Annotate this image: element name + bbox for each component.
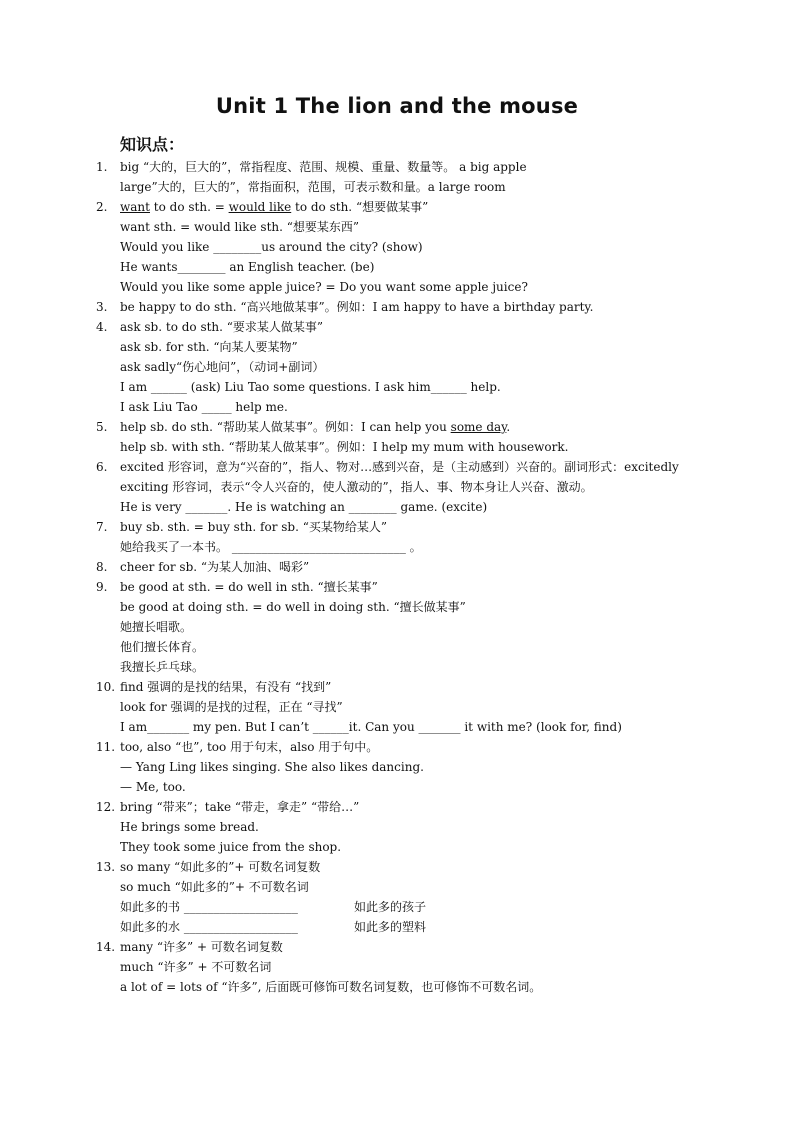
blank-right: 如此多的孩子 [354, 900, 427, 914]
item-number: 8. [96, 560, 108, 574]
item-line: buy sb. sth. = buy sth. for sb. “买某物给某人” [120, 520, 387, 534]
underlined-term: would like [228, 200, 292, 214]
item-line: ask sadly“伤心地问”，（动词+副词） [120, 360, 325, 374]
item-number: 7. [96, 520, 108, 534]
item-line: a lot of = lots of “许多”, 后面既可修饰可数名词复数，也可修饰不可数名词。 [120, 980, 542, 994]
item-number: 13. [96, 860, 116, 874]
item-line: I ask Liu Tao _____ help me. [120, 400, 288, 414]
item-line: 她给我买了一本书。 _____________________________ 。 [120, 540, 422, 554]
item-line: ask sb. for sth. “向某人要某物” [120, 340, 298, 354]
item-line [120, 917, 696, 937]
item-line: 她擅长唱歌。 [120, 620, 193, 634]
list-item [96, 937, 696, 997]
list-item [96, 797, 696, 857]
list-item [96, 297, 696, 317]
item-line: be happy to do sth. “高兴地做某事”。例如：I am happy to have a birthday party. [120, 300, 594, 314]
item-line: be good at doing sth. = do well in doing sth. “擅长做某事” [120, 600, 466, 614]
item-number: 14. [96, 940, 116, 954]
list-item [96, 857, 696, 937]
item-number: 12. [96, 800, 116, 814]
item-number: 1. [96, 160, 108, 174]
item-line [120, 197, 696, 217]
item-line: I am ______ (ask) Liu Tao some questions. I ask him______ help. [120, 380, 501, 394]
item-line: be good at sth. = do well in sth. “擅长某事” [120, 580, 378, 594]
item-line: bring “带来”；take “带走，拿走” “带给…” [120, 800, 360, 814]
item-line: excited 形容词，意为“兴奋的”，指人、物对…感到兴奋，是（主动感到）兴奋的。副词形式：excitedly [120, 460, 679, 474]
list-item [96, 517, 696, 557]
item-number: 9. [96, 580, 108, 594]
list-item [96, 317, 696, 417]
item-number: 10. [96, 680, 116, 694]
item-line: look for 强调的是找的过程，正在 “寻找” [120, 700, 343, 714]
item-line: 他们擅长体育。 [120, 640, 205, 654]
item-number: 3. [96, 300, 108, 314]
section-heading: 知识点： [120, 135, 185, 154]
underlined-term: some day [450, 420, 507, 434]
item-line [120, 897, 696, 917]
list-item [96, 197, 696, 297]
blank-left: 如此多的书 ___________________ [120, 900, 298, 914]
blank-left: 如此多的水 ___________________ [120, 920, 298, 934]
underlined-term: want [120, 200, 150, 214]
blank-right: 如此多的塑料 [354, 920, 427, 934]
list-item [96, 577, 696, 677]
list-item [96, 457, 696, 517]
page-title: Unit 1 The lion and the mouse [215, 94, 579, 118]
item-line: find 强调的是找的结果，有没有 “找到” [120, 680, 332, 694]
item-line: I am_______ my pen. But I can’t ______it. Can you _______ it with me? (look for, find) [120, 720, 622, 734]
item-line: much “许多” + 不可数名词 [120, 960, 272, 974]
knowledge-list [96, 157, 696, 997]
list-item [96, 737, 696, 797]
line-text: help sb. do sth. “帮助某人做某事”。例如：I can help you [120, 420, 451, 434]
item-line: want sth. = would like sth. “想要某东西” [120, 220, 360, 234]
line-text: to do sth. = [149, 200, 229, 214]
list-item [96, 417, 696, 457]
item-line: so much “如此多的”+ 不可数名词 [120, 880, 309, 894]
item-line: ask sb. to do sth. “要求某人做某事” [120, 320, 324, 334]
item-line: large”大的，巨大的”，常指面积，范围，可表示数和量。a large room [120, 180, 506, 194]
item-line: He is very _______. He is watching an ________ game. (excite) [120, 500, 488, 514]
item-line: cheer for sb. “为某人加油、喝彩” [120, 560, 310, 574]
line-text: . [506, 420, 511, 434]
item-line: help sb. with sth. “帮助某人做某事”。例如：I help my mum with housework. [120, 440, 569, 454]
item-line: — Me, too. [120, 780, 186, 794]
item-number: 5. [96, 420, 108, 434]
item-line: so many “如此多的”+ 可数名词复数 [120, 860, 321, 874]
list-item [96, 557, 696, 577]
item-line: He wants________ an English teacher. (be) [120, 260, 375, 274]
item-line: exciting 形容词，表示“令人兴奋的，使人激动的”，指人、事、物本身让人兴奋、激动。 [120, 480, 593, 494]
item-line: many “许多” + 可数名词复数 [120, 940, 283, 954]
item-number: 2. [96, 200, 108, 214]
item-line: They took some juice from the shop. [120, 840, 342, 854]
line-text: to do sth. “想要做某事” [291, 200, 429, 214]
item-number: 6. [96, 460, 108, 474]
item-number: 11. [96, 740, 116, 754]
item-line: big “大的，巨大的”，常指程度、范围、规模、重量、数量等。 a big apple [120, 160, 527, 174]
item-line [120, 417, 696, 437]
list-item [96, 677, 696, 737]
item-line: Would you like some apple juice? = Do you want some apple juice? [120, 280, 528, 294]
item-line: 我擅长乒乓球。 [120, 660, 205, 674]
item-line: Would you like ________us around the city? (show) [120, 240, 423, 254]
item-number: 4. [96, 320, 108, 334]
list-item [96, 157, 696, 197]
item-line: too, also “也”, too 用于句末，also 用于句中。 [120, 740, 379, 754]
item-line: — Yang Ling likes singing. She also likes dancing. [120, 760, 424, 774]
item-line: He brings some bread. [120, 820, 259, 834]
